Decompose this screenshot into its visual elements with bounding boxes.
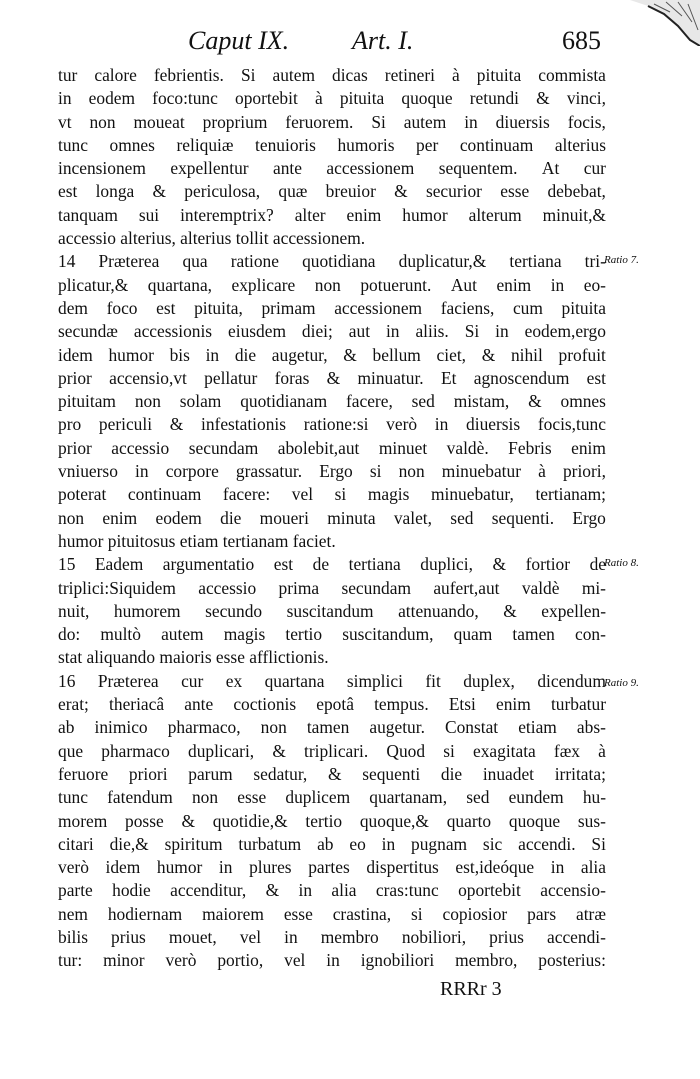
text-line: verò idem humor in plures partes dispertitus est,ideóque in alia: [58, 857, 606, 878]
text-line: nem hodiernam maiorem esse crastina, si copiosior pars atræ: [58, 903, 606, 924]
text-line: que pharmaco duplicari, & triplicari. Quod si exagitata fæx à: [58, 740, 606, 761]
text-line: pro periculi & infestationis ratione:si verò in diuersis focis,tunc: [58, 414, 606, 435]
text-line: feruore priori parum sedatur, & sequenti die inuadet irritata;: [58, 763, 606, 784]
text-line: 15 Eadem argumentatio est de tertiana duplici, & fortior de: [58, 554, 606, 575]
text-line: non enim eodem die moueri minuta valet, sed sequenti. Ergo: [58, 507, 606, 528]
text-line: in eodem foco:tunc oportebit à pituita quoque retundi & vinci,: [58, 88, 606, 109]
text-line: 14 Præterea qua ratione quotidiana duplicatur,& tertiana tri-: [58, 251, 606, 272]
text-line: tanquam sui interemptrix? alter enim humor alterum minuit,&: [58, 204, 606, 225]
text-line: parte hodie accenditur, & in alia cras:tunc oportebit accensio-: [58, 880, 606, 901]
text-line: accessio alterius, alterius tollit accessionem.: [58, 228, 366, 249]
text-line: pituitam non solam quotidianam facere, sed mistam, & omnes: [58, 391, 606, 412]
text-line: tur: minor verò portio, vel in ignobiliori membro, posterius:: [58, 950, 606, 971]
text-line: nuit, humorem secundo suscitandum attenuando, & expellen-: [58, 600, 606, 621]
text-line: tur calore febrientis. Si autem dicas retineri à pituita commista: [58, 65, 606, 85]
chapter-heading: Caput IX.: [188, 26, 290, 55]
page-footer: [0, 978, 700, 1004]
text-line: citari die,& spiritum turbatum ab eo in pugnam sic accendi. Si: [58, 833, 606, 854]
margin-note-ratio-9: Ratio 9.: [604, 677, 639, 689]
text-line: dem foco est pituita, primam accessionem faciens, cum pituita: [58, 297, 606, 318]
body-text: [58, 64, 606, 973]
text-line: erat; theriacâ ante coctionis epotâ tempus. Etsi enim turbatur: [58, 694, 606, 715]
text-line: bilis prius mouet, vel in membro nobiliori, prius accendi-: [58, 926, 606, 947]
signature-mark: RRRr 3: [440, 978, 502, 1000]
text-line: triplici:Siquidem accessio prima secundam aufert,aut valdè mi-: [58, 577, 606, 598]
text-line: morem posse & quotidie,& tertio quoque,& quarto quoque sus-: [58, 810, 606, 831]
text-line: est longa & periculosa, quæ breuior & securior esse debebat,: [58, 181, 606, 202]
text-line: ab inimico pharmaco, non tamen augetur. Constat etiam abs-: [58, 717, 606, 738]
text-line: stat aliquando maioris esse afflictionis.: [58, 647, 329, 668]
text-line: humor pituitosus etiam tertianam faciet.: [58, 530, 336, 551]
text-line: vniuerso in corpore grassatur. Ergo si non minuebatur à priori,: [58, 461, 606, 482]
text-line: tunc omnes reliquiæ tenuioris humoris per continuam alterius: [58, 134, 606, 155]
margin-note-ratio-7: Ratio 7.: [604, 254, 639, 266]
text-line: poterat continuam facere: vel si magis minuebatur, tertianam;: [58, 484, 606, 505]
text-line: plicatur,& quartana, explicare non potuerunt. Aut enim in eo-: [58, 274, 606, 295]
text-line: incensionem expellentur ante accessionem sequentem. At cur: [58, 158, 606, 179]
text-line: idem humor bis in die augetur, & bellum ciet, & nihil profuit: [58, 344, 606, 365]
margin-note-ratio-8: Ratio 8.: [604, 557, 639, 569]
text-line: do: multò autem magis tertio suscitandum, quam tamen con-: [58, 624, 606, 645]
text-line: 16 Præterea cur ex quartana simplici fit duplex, dicendum: [58, 670, 606, 691]
text-line: vt non moueat proprium feruorem. Si autem in diuersis focis,: [58, 111, 606, 132]
running-header: [0, 22, 700, 62]
page-number: 685: [562, 26, 601, 55]
text-line: prior accessio secundam abolebit,aut minuet valdè. Febris enim: [58, 437, 606, 458]
article-heading: Art. I.: [352, 26, 414, 55]
text-line: secundæ accessionis eiusdem diei; aut in aliis. Si in eodem,ergo: [58, 321, 606, 342]
text-line: tunc fatendum non esse duplicem quartanam, sed eundem hu-: [58, 787, 606, 808]
text-line: prior accensio,vt pellatur foras & minuatur. Et agnoscendum est: [58, 367, 606, 388]
